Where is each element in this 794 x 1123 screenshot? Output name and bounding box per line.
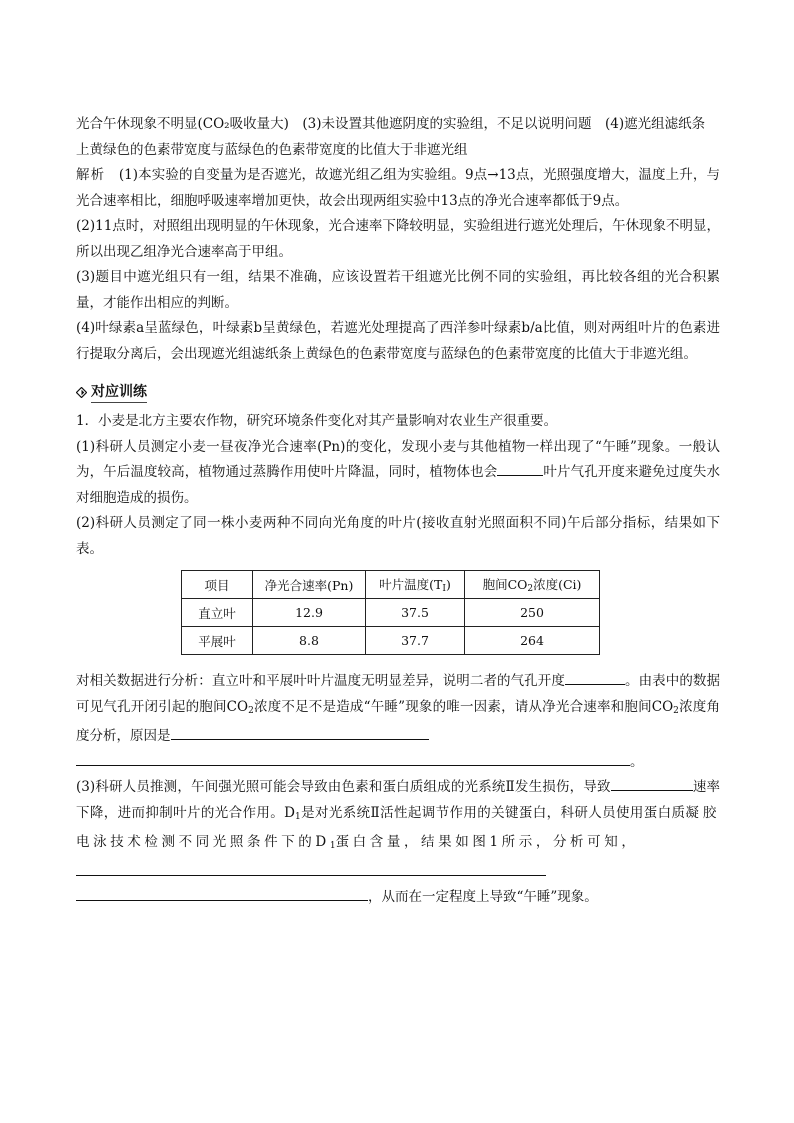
answer-blank[interactable]	[76, 861, 546, 876]
table-row: 直立叶 12.9 37.5 250	[182, 599, 600, 627]
answer-line-final: ，从而在一定程度上导致“午睡”现象。	[76, 885, 720, 911]
answer-blank[interactable]	[565, 670, 625, 685]
analysis-p1: 解析 (1)本实验的自变量为是否遮光，故遮光组乙组为实验组。9点→13点，光照强度增大，温度上升，与光合速率相比，细胞呼吸速率增加更快，故会出现两组实验中13点的净光合速率都低于9点。	[76, 167, 721, 209]
answer-blank[interactable]	[611, 776, 693, 791]
diamond-icon	[76, 387, 87, 398]
table-header: 项目	[182, 571, 253, 599]
table-header: 叶片温度$(T_I)$	[366, 571, 465, 599]
answer-line-2: 上黄绿色的色素带宽度与蓝绿色的色素带宽度的比值大于非遮光组	[76, 141, 468, 158]
answer-line: 。	[76, 750, 720, 776]
question-part-2-analysis: 对相关数据进行分析：直立叶和平展叶叶片温度无明显差异，说明二者的气孔开度 。由表中的数据可见气孔开闭引起的胞间$CO_2$浓度不足不是造成“午睡”现象的唯一因素，请从净光合速率和胞间$CO_2$浓度角度分析，原因是	[76, 669, 720, 750]
table-row: 平展叶 8.8 37.7 264	[182, 627, 600, 655]
answer-blank[interactable]	[76, 751, 630, 766]
answer-line	[76, 860, 720, 886]
table-header: 胞间$CO_2$浓度(Ci)	[465, 571, 600, 599]
table-header-row	[182, 571, 600, 599]
answer-blank[interactable]	[497, 461, 543, 476]
analysis-p4: (4)叶绿素a呈蓝绿色，叶绿素b呈黄绿色，若遮光处理提高了西洋参叶绿素b/a比值，则对两组叶片的色素进行提取分离后，会出现遮光组滤纸条上黄绿色的色素带宽度与蓝绿色的色素带宽度的比值大于非遮光组。	[76, 320, 720, 362]
answer-line-1: 光合午休现象不明显(CO₂吸收量大) (3)未设置其他遮阴度的实验组，不足以说明问题 (4)遮光组滤纸条	[76, 116, 706, 132]
question-part-2: (2)科研人员测定了同一株小麦两种不同向光角度的叶片(接收直射光照面积不同)午后部分指标，结果如下表。	[76, 515, 720, 557]
document-page	[76, 112, 720, 911]
answer-blank[interactable]	[171, 725, 429, 740]
question-part-1: (1)科研人员测定小麦一昼夜净光合速率(Pn)的变化，发现小麦与其他植物一样出现了“午睡”现象。一般认为，午后温度较高，植物通过蒸腾作用使叶片降温，同时，植物体也会 叶片气孔开度来避免过度失水对细胞造成的损伤。	[76, 438, 721, 506]
analysis-p2: (2)11点时，对照组出现明显的午休现象，光合速率下降较明显，实验组进行遮光处理后，午休现象不明显，所以出现乙组净光合速率高于甲组。	[76, 218, 720, 260]
answer-blank[interactable]	[76, 886, 368, 901]
question-part-3: (3)科研人员推测，午间强光照可能会导致由色素和蛋白质组成的光系统Ⅱ发生损伤，导致 速率下降，进而抑制叶片的光合作用。$D_1$是对光系统Ⅱ活性起调节作用的关键蛋白，科研人员使用蛋白质凝胶电泳技术检测不同光照条件下的$D_1$蛋白含量，结果如图1所示，分析可知，	[76, 775, 720, 860]
analysis-p3: (3)题目中遮光组只有一组，结果不准确，应该设置若干组遮光比例不同的实验组，再比较各组的光合积累量，才能作出相应的判断。	[76, 269, 720, 311]
section-heading	[76, 381, 720, 403]
question-stem: 1．小麦是北方主要农作物，研究环境条件变化对其产量影响对农业生产很重要。	[76, 413, 558, 429]
analysis-label: 解析	[76, 167, 106, 183]
table-header: 净光合速率(Pn)	[253, 571, 366, 599]
section-title: 对应训练	[91, 381, 147, 403]
data-table	[181, 570, 600, 655]
